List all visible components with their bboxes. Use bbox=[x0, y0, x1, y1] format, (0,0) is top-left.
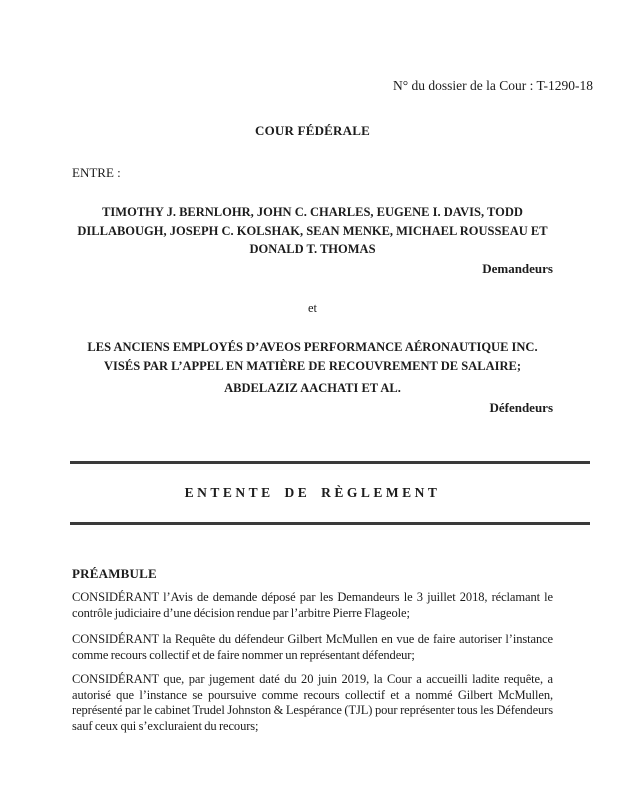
separator-rule-top bbox=[70, 461, 590, 464]
defendants-name-line-1: LES ANCIENS EMPLOYÉS D’AVEOS PERFORMANCE AÉRONAUTIQUE INC. bbox=[87, 340, 538, 354]
court-title: COUR FÉDÉRALE bbox=[255, 123, 370, 138]
plaintiffs-names bbox=[72, 203, 553, 259]
case-number: N° du dossier de la Cour : T-1290-18 bbox=[392, 78, 593, 93]
document-title: ENTENTE DE RÈGLEMENT bbox=[184, 485, 441, 500]
between-label: ENTRE : bbox=[72, 165, 121, 180]
paragraph-2-line-2: comme recours collectif et de faire nommer un représentant défendeur; bbox=[72, 647, 415, 662]
preamble-heading: PRÉAMBULE bbox=[72, 566, 157, 581]
paragraph-3-line-1: CONSIDÉRANT que, par jugement daté du 20 juin 2019, la Cour a accueilli ladite requête, a bbox=[72, 672, 553, 686]
plaintiffs-name-line-2: DILLABOUGH, JOSEPH C. KOLSHAK, SEAN MENKE, MICHAEL ROUSSEAU ET bbox=[77, 223, 548, 238]
separator-rule-bottom bbox=[70, 522, 590, 525]
paragraph-3-line-4: sauf ceux qui s’excluraient du recours; bbox=[72, 718, 259, 733]
paragraph-3-line-3: représenté par le cabinet Trudel Johnston & Lespérance (TJL) pour représenter tous les Défendeurs bbox=[72, 703, 553, 717]
paragraph-1-line-1: CONSIDÉRANT l’Avis de demande déposé par les Demandeurs le 3 juillet 2018, réclamant le bbox=[72, 590, 553, 604]
paragraph-1-line-2: contrôle judiciaire d’une décision rendue par l’arbitre Pierre Flageole; bbox=[72, 605, 410, 620]
and-separator: et bbox=[307, 301, 318, 315]
plaintiffs-role-label: Demandeurs bbox=[482, 261, 553, 276]
plaintiffs-name-line-3: DONALD T. THOMAS bbox=[249, 242, 376, 256]
preamble-paragraph-2 bbox=[72, 632, 553, 663]
plaintiffs-name-line-1: TIMOTHY J. BERNLOHR, JOHN C. CHARLES, EUGENE I. DAVIS, TODD bbox=[102, 205, 523, 219]
defendants-name-line-2: VISÉS PAR L’APPEL EN MATIÈRE DE RECOUVREMENT DE SALAIRE; bbox=[104, 358, 521, 373]
preamble-paragraph-3 bbox=[72, 672, 553, 734]
defendants-extra-name: ABDELAZIZ AACHATI ET AL. bbox=[224, 381, 401, 395]
preamble-paragraph-1 bbox=[72, 590, 553, 621]
paragraph-3-line-2: autorisé que l’instance se poursuive comme recours collectif et a nommé Gilbert McMullen, bbox=[72, 687, 553, 702]
defendants-names bbox=[72, 338, 553, 375]
paragraph-2-line-1: CONSIDÉRANT la Requête du défendeur Gilbert McMullen en vue de faire autoriser l’instance bbox=[72, 632, 553, 646]
defendants-role-label: Défendeurs bbox=[489, 400, 553, 415]
